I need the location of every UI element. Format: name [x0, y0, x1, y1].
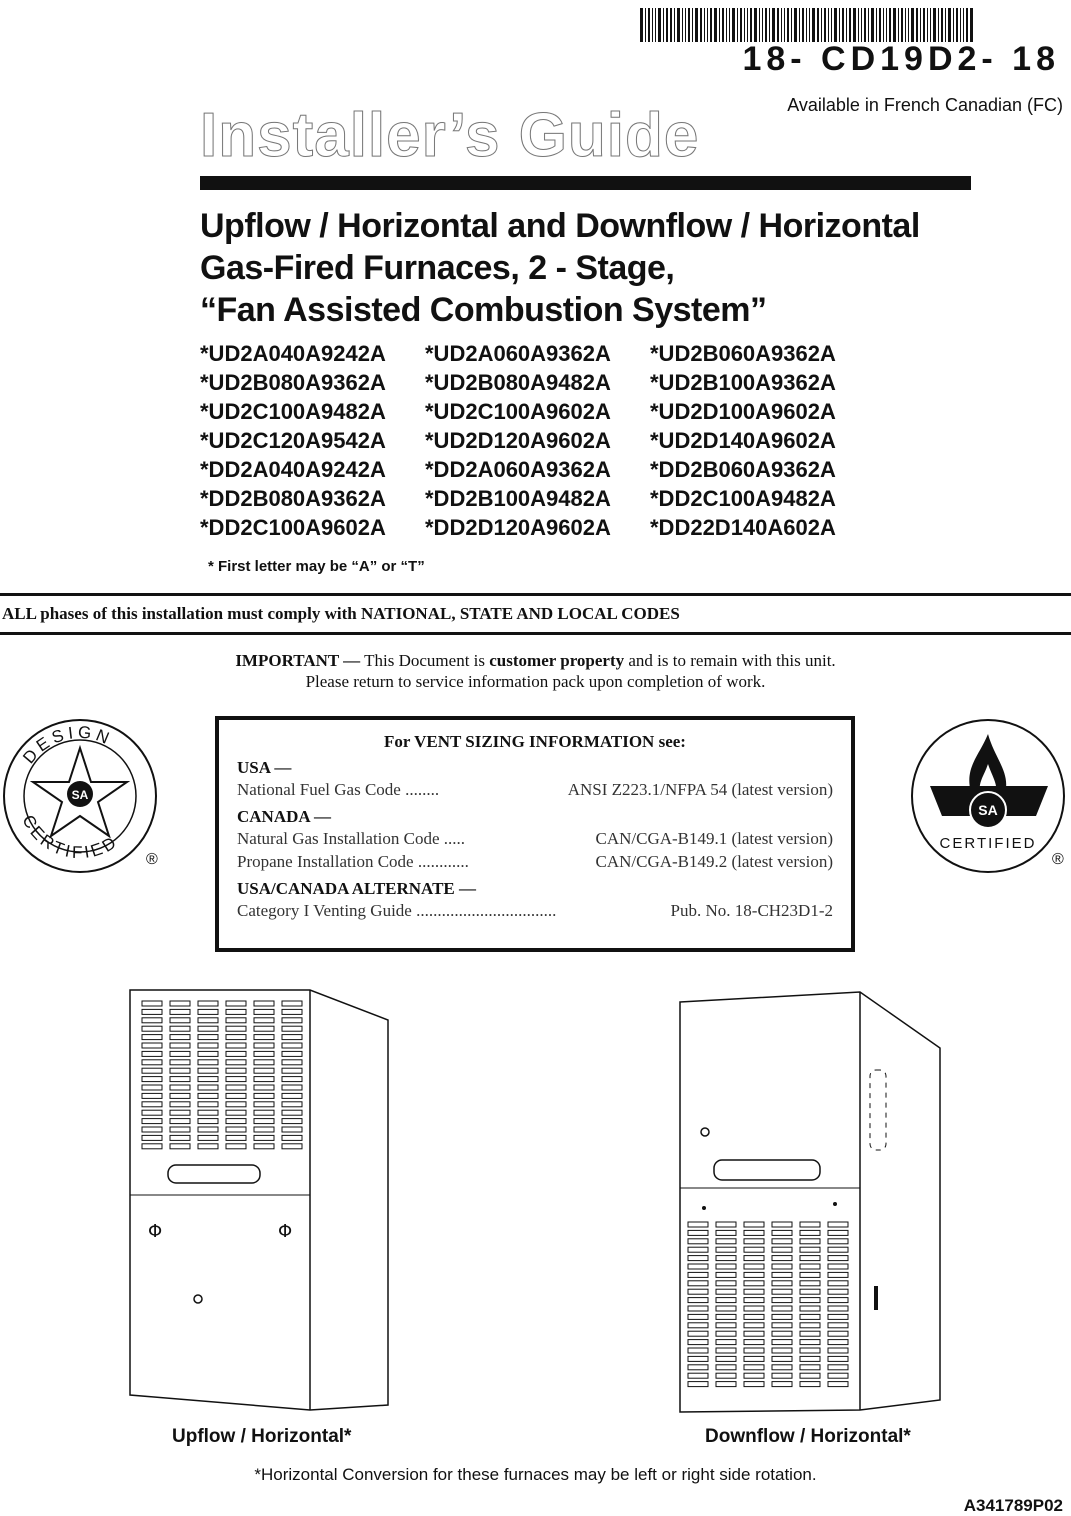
important-emphasis: customer property: [489, 651, 625, 670]
design-certified-logo: [0, 716, 170, 876]
vent-natural-gas-ref: CAN/CGA-B149.1 (latest version): [595, 829, 833, 848]
title-rule: [200, 176, 971, 190]
product-title: [200, 205, 1020, 331]
model-footnote: * First letter may be “A” or “T”: [208, 558, 425, 575]
panel-fastener-icon: Φ: [278, 1221, 293, 1242]
model-number: *UD2A060A9362A: [425, 341, 611, 366]
title-line-1: Upflow / Horizontal and Downflow / Horizontal: [200, 207, 920, 245]
model-number: *UD2B080A9482A: [425, 370, 611, 395]
vent-alternate-ref: Pub. No. 18-CH23D1-2: [670, 901, 833, 920]
vent-propane-row: [237, 850, 833, 873]
model-number: *UD2D140A9602A: [650, 428, 836, 453]
vent-natural-gas-item: Natural Gas Installation Code .....: [237, 829, 466, 848]
vent-usa-label: USA —: [237, 758, 292, 777]
model-number: *UD2B060A9362A: [650, 341, 836, 366]
logo-right-certified-text: CERTIFIED: [939, 835, 1037, 852]
upflow-caption: Upflow / Horizontal*: [172, 1426, 352, 1447]
model-number: *DD22D140A602A: [650, 515, 836, 540]
logo-certified-text: CERTIFIED: [18, 811, 122, 863]
vent-usa-ref: ANSI Z223.1/NFPA 54 (latest version): [567, 780, 833, 799]
important-label: IMPORTANT —: [235, 651, 361, 670]
model-number: *DD2C100A9482A: [650, 486, 836, 511]
model-number: *DD2B100A9482A: [425, 486, 611, 511]
csa-certified-logo: [908, 716, 1071, 876]
model-number: *DD2A060A9362A: [425, 457, 611, 482]
title-line-2: Gas-Fired Furnaces, 2 - Stage,: [200, 249, 675, 287]
registered-mark-left: ®: [146, 851, 158, 868]
csa-mark-right: SA: [978, 802, 998, 818]
model-number: *UD2D120A9602A: [425, 428, 611, 453]
language-note: Available in French Canadian (FC): [787, 95, 1063, 115]
model-number: *UD2C100A9482A: [200, 399, 386, 424]
model-number: *DD2A040A9242A: [200, 457, 386, 482]
model-number: *UD2C100A9602A: [425, 399, 611, 424]
model-number: *DD2C100A9602A: [200, 515, 386, 540]
svg-text:DESIGN: [19, 722, 115, 767]
panel-fastener-icon: Φ: [148, 1221, 163, 1242]
vent-usa-row: [237, 778, 833, 801]
model-number: *DD2D120A9602A: [425, 515, 611, 540]
vent-alternate-item: Category I Venting Guide .................................: [237, 901, 557, 920]
registered-mark-right: ®: [1052, 851, 1064, 868]
vent-sizing-box: [215, 716, 855, 952]
model-number: *UD2B100A9362A: [650, 370, 836, 395]
important-text-1: This Document is: [360, 651, 490, 670]
horizontal-conversion-note: *Horizontal Conversion for these furnaces may be left or right side rotation.: [254, 1465, 817, 1484]
model-number: *DD2B060A9362A: [650, 457, 836, 482]
vent-natural-gas-row: [237, 827, 833, 850]
csa-mark-left: SA: [71, 788, 89, 802]
vent-propane-item: Propane Installation Code ............: [237, 852, 469, 871]
title-line-3: “Fan Assisted Combustion System”: [200, 291, 767, 329]
codes-notice: ALL phases of this installation must comply with NATIONAL, STATE AND LOCAL CODES: [2, 604, 680, 623]
vent-alternate-row: [237, 899, 833, 922]
important-text-2: and is to remain with this unit.: [624, 651, 836, 670]
important-line-2: Please return to service information pack upon completion of work.: [305, 672, 766, 691]
upflow-furnace-illustration: [120, 985, 400, 1415]
model-number: *UD2B080A9362A: [200, 370, 386, 395]
codes-notice-band: [0, 593, 1071, 635]
important-notice: [0, 650, 1071, 692]
downflow-furnace-illustration: [670, 990, 950, 1420]
downflow-caption: Downflow / Horizontal*: [705, 1426, 911, 1447]
vent-alternate-label: USA/CANADA ALTERNATE —: [237, 879, 476, 898]
model-number: *UD2C120A9542A: [200, 428, 386, 453]
model-number: *DD2B080A9362A: [200, 486, 386, 511]
model-number: *UD2D100A9602A: [650, 399, 836, 424]
part-number: A341789P02: [963, 1496, 1063, 1515]
model-list: [200, 340, 875, 542]
model-number: *UD2A040A9242A: [200, 341, 386, 366]
vent-usa-item: National Fuel Gas Code ........: [237, 780, 440, 799]
vent-heading: For VENT SIZING INFORMATION see:: [384, 732, 686, 751]
logo-design-text: DESIGN: [19, 722, 116, 768]
guide-title: Installer’s Guide: [200, 101, 700, 170]
vent-propane-ref: CAN/CGA-B149.2 (latest version): [595, 852, 833, 871]
document-number: 18- CD19D2- 18: [742, 40, 1060, 78]
barcode: [640, 8, 1055, 42]
vent-canada-label: CANADA —: [237, 807, 331, 826]
